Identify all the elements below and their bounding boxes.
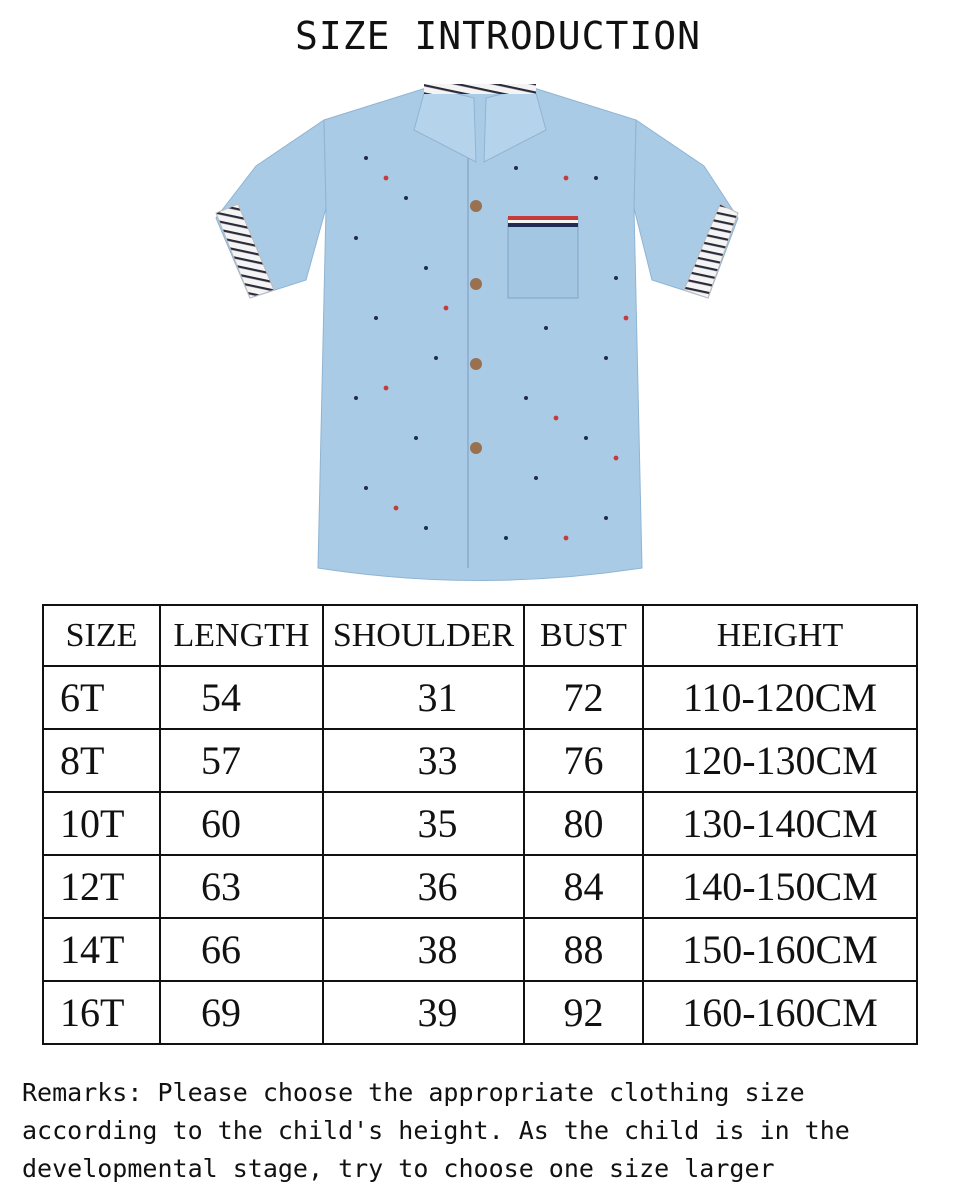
size-chart-table bbox=[42, 604, 918, 1045]
header-height: HEIGHT bbox=[643, 605, 917, 666]
cell-size: 14T bbox=[43, 918, 160, 981]
table-row bbox=[43, 666, 917, 729]
cell-bust: 80 bbox=[524, 792, 643, 855]
cell-bust: 92 bbox=[524, 981, 643, 1044]
page-title: SIZE INTRODUCTION bbox=[295, 14, 701, 58]
cell-bust: 88 bbox=[524, 918, 643, 981]
cell-bust: 84 bbox=[524, 855, 643, 918]
cell-shoulder: 35 bbox=[323, 792, 524, 855]
cell-shoulder: 36 bbox=[323, 855, 524, 918]
table-row bbox=[43, 729, 917, 792]
cell-height: 120-130CM bbox=[643, 729, 917, 792]
table-row bbox=[43, 855, 917, 918]
cell-height: 160-160CM bbox=[643, 981, 917, 1044]
cell-height: 130-140CM bbox=[643, 792, 917, 855]
cell-size: 6T bbox=[43, 666, 160, 729]
chest-pocket bbox=[508, 218, 578, 298]
cell-bust: 76 bbox=[524, 729, 643, 792]
remarks-text: Remarks: Please choose the appropriate clothing size according to the child's height. As the child is in the developmental stage, try to choose one size larger bbox=[22, 1078, 850, 1183]
shirt-body bbox=[318, 88, 642, 581]
cell-height: 110-120CM bbox=[643, 666, 917, 729]
table-header-row bbox=[43, 605, 917, 666]
table-row bbox=[43, 792, 917, 855]
cell-size: 10T bbox=[43, 792, 160, 855]
product-shirt-image bbox=[186, 58, 774, 598]
header-bust: BUST bbox=[524, 605, 643, 666]
cell-length: 63 bbox=[160, 855, 323, 918]
cell-shoulder: 33 bbox=[323, 729, 524, 792]
cell-shoulder: 39 bbox=[323, 981, 524, 1044]
cell-height: 150-160CM bbox=[643, 918, 917, 981]
cell-shoulder: 38 bbox=[323, 918, 524, 981]
header-size: SIZE bbox=[43, 605, 160, 666]
cell-size: 16T bbox=[43, 981, 160, 1044]
cell-length: 57 bbox=[160, 729, 323, 792]
cell-shoulder: 31 bbox=[323, 666, 524, 729]
table-row bbox=[43, 918, 917, 981]
cell-bust: 72 bbox=[524, 666, 643, 729]
cell-size: 12T bbox=[43, 855, 160, 918]
collar-band bbox=[424, 84, 536, 94]
cell-height: 140-150CM bbox=[643, 855, 917, 918]
cell-length: 60 bbox=[160, 792, 323, 855]
cell-length: 66 bbox=[160, 918, 323, 981]
cell-length: 69 bbox=[160, 981, 323, 1044]
cell-size: 8T bbox=[43, 729, 160, 792]
header-shoulder: SHOULDER bbox=[323, 605, 524, 666]
cell-length: 54 bbox=[160, 666, 323, 729]
table-row bbox=[43, 981, 917, 1044]
header-length: LENGTH bbox=[160, 605, 323, 666]
